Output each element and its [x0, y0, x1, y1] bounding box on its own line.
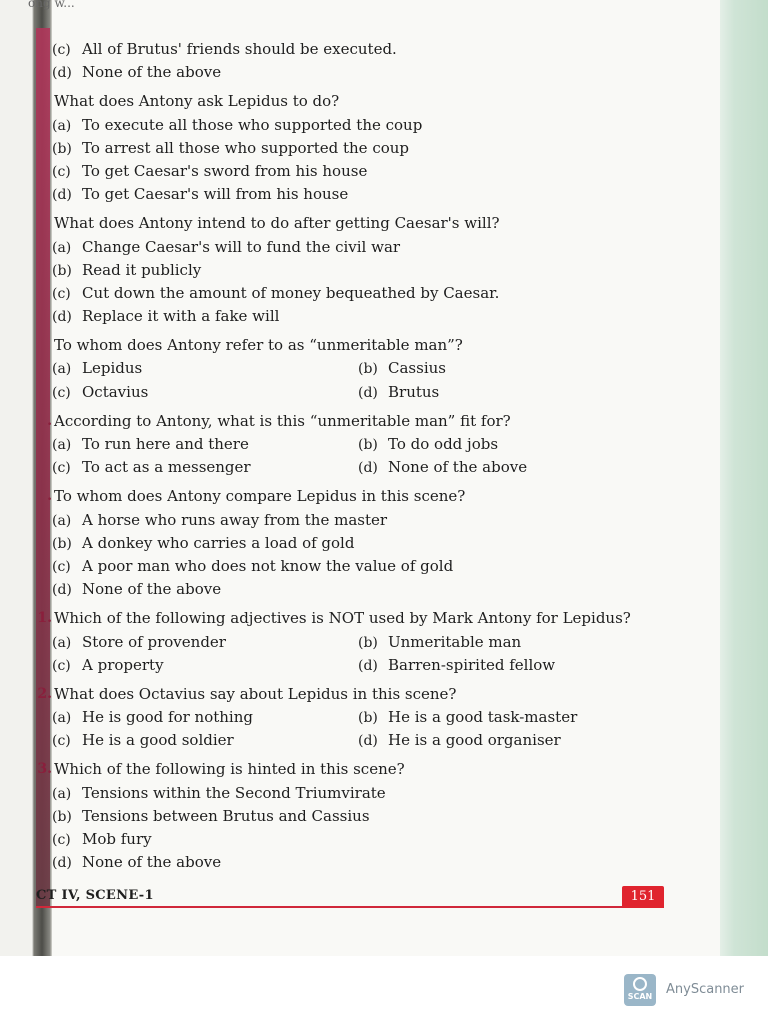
footer-rule — [36, 906, 664, 908]
question-list — [37, 38, 716, 874]
option-line — [46, 805, 716, 828]
option-text: Brutus — [388, 382, 440, 401]
option-line — [46, 509, 716, 532]
question-text: To whom does Antony refer to as “unmeritable man”? — [54, 336, 463, 355]
option-text: Read it publicly — [82, 260, 202, 279]
option-line — [46, 282, 716, 305]
page-right-edge — [720, 0, 768, 956]
option-label: (d) — [52, 65, 72, 82]
option-pair-line — [46, 357, 716, 380]
option-pair-line — [46, 456, 716, 479]
option-line — [46, 236, 716, 259]
option-label: (d) — [358, 384, 378, 401]
option-line — [46, 828, 716, 851]
option-label: (b) — [358, 634, 378, 651]
question-number: 1. — [37, 610, 52, 627]
option-line — [46, 555, 716, 578]
option-pair-line — [46, 654, 716, 677]
option-label: (d) — [358, 460, 378, 477]
option-line — [46, 61, 716, 84]
option-text: None of the above — [82, 63, 222, 82]
option-pair-line — [46, 729, 716, 752]
option-text: Octavius — [82, 382, 149, 401]
option-line — [46, 305, 716, 328]
option-label: (b) — [358, 710, 378, 727]
option-line — [46, 137, 716, 160]
question-text: Which of the following adjectives is NOT used by Mark Antony for Lepidus? — [54, 609, 631, 628]
option-label: (d) — [52, 582, 72, 599]
option-text: Tensions within the Second Triumvirate — [82, 783, 386, 802]
option-text: To get Caesar's sword from his house — [82, 161, 368, 180]
option-text: None of the above — [388, 458, 528, 477]
option-label: (c) — [52, 163, 71, 180]
option-label: (a) — [52, 785, 72, 802]
option-text: To run here and there — [82, 435, 249, 453]
question-line — [37, 758, 716, 781]
option-label: (c) — [52, 733, 71, 750]
question-line — [46, 334, 716, 357]
option-pair-line — [46, 381, 716, 404]
option-text: He is a good organiser — [388, 731, 561, 750]
option-label: (c) — [52, 558, 71, 575]
question-text: According to Antony, what is this “unmeritable man” fit for? — [54, 411, 511, 430]
option-label: (c) — [52, 832, 71, 848]
option-pair-line — [46, 631, 716, 654]
cut-off-top-text: ong w... — [28, 0, 75, 10]
option-line — [46, 38, 716, 61]
option-label: (b) — [358, 437, 378, 453]
option-label: (a) — [52, 634, 72, 651]
option-line — [46, 782, 716, 805]
option-text: To arrest all those who supported the coup — [82, 138, 410, 157]
question-line — [46, 90, 716, 113]
option-label: (d) — [52, 855, 72, 872]
option-label: (c) — [52, 460, 71, 477]
option-label: (d) — [52, 309, 72, 326]
option-text: He is a good soldier — [82, 731, 234, 750]
option-line — [46, 578, 716, 601]
option-text: To act as a messenger — [82, 458, 251, 477]
option-label: (b) — [358, 361, 378, 378]
option-text: Lepidus — [82, 359, 143, 378]
option-line — [46, 532, 716, 555]
option-label: (d) — [358, 657, 378, 674]
option-line — [46, 259, 716, 282]
option-text: He is a good task-master — [388, 708, 578, 727]
scan-logo-text: SCAN — [627, 992, 653, 1001]
page-number: 151 — [622, 886, 664, 908]
option-label: (b) — [52, 262, 72, 279]
option-label: (a) — [52, 437, 72, 453]
option-text: Mob fury — [82, 830, 152, 848]
option-line — [46, 183, 716, 206]
option-line — [46, 851, 716, 874]
option-text: Replace it with a fake will — [82, 307, 280, 326]
scan-logo-icon — [624, 974, 656, 1006]
question-line — [46, 485, 716, 508]
option-text: A horse who runs away from the master — [82, 510, 388, 529]
question-text: What does Octavius say about Lepidus in this scene? — [54, 684, 457, 703]
option-text: Cut down the amount of money bequeathed by Caesar. — [82, 283, 500, 302]
option-label: (a) — [52, 361, 72, 378]
option-text: A property — [82, 655, 164, 674]
question-line — [37, 607, 716, 630]
option-text: To get Caesar's will from his house — [82, 185, 349, 204]
option-label: (a) — [52, 710, 72, 727]
option-label: (a) — [52, 239, 72, 256]
question-line — [37, 683, 716, 706]
option-pair-line — [46, 433, 716, 456]
question-line — [46, 410, 716, 433]
question-number: 2. — [37, 685, 52, 702]
option-text: All of Brutus' friends should be executed. — [82, 40, 397, 58]
question-text: What does Antony ask Lepidus to do? — [54, 92, 340, 111]
option-label: (a) — [52, 512, 72, 529]
question-text: Which of the following is hinted in this scene? — [54, 760, 405, 779]
option-label: (d) — [52, 187, 72, 204]
question-number: 3. — [37, 761, 52, 778]
section-title: CT IV, SCENE-1 — [36, 888, 154, 903]
question-text: What does Antony intend to do after getting Caesar's will? — [54, 214, 500, 233]
option-label: (c) — [52, 42, 71, 58]
option-line — [46, 160, 716, 183]
option-text: Store of provender — [82, 632, 226, 651]
option-label: (b) — [52, 140, 72, 157]
option-text: A poor man who does not know the value of gold — [82, 556, 454, 575]
option-label: (b) — [52, 535, 72, 552]
option-text: Cassius — [388, 359, 446, 378]
option-text: To execute all those who supported the coup — [82, 115, 423, 134]
option-text: Tensions between Brutus and Cassius — [82, 806, 370, 825]
option-text: He is good for nothing — [82, 708, 253, 727]
question-number: . — [47, 412, 52, 429]
question-line — [46, 212, 716, 235]
option-label: (c) — [52, 384, 71, 401]
option-text: None of the above — [82, 853, 222, 872]
option-label: (c) — [52, 657, 71, 674]
question-number: . — [47, 488, 52, 505]
option-pair-line — [46, 706, 716, 729]
question-text: To whom does Antony compare Lepidus in this scene? — [54, 487, 466, 506]
option-label: (b) — [52, 808, 72, 825]
option-text: Unmeritable man — [388, 632, 522, 651]
page-footer — [36, 886, 664, 912]
option-label: (c) — [52, 285, 71, 302]
option-text: To do odd jobs — [388, 435, 499, 453]
option-text: A donkey who carries a load of gold — [82, 533, 355, 552]
option-text: None of the above — [82, 580, 222, 599]
watermark-brand: AnyScanner — [666, 982, 745, 997]
option-label: (d) — [358, 733, 378, 750]
option-text: Barren-spirited fellow — [388, 655, 556, 674]
option-label: (a) — [52, 117, 72, 134]
option-line — [46, 114, 716, 137]
option-text: Change Caesar's will to fund the civil war — [82, 237, 401, 256]
